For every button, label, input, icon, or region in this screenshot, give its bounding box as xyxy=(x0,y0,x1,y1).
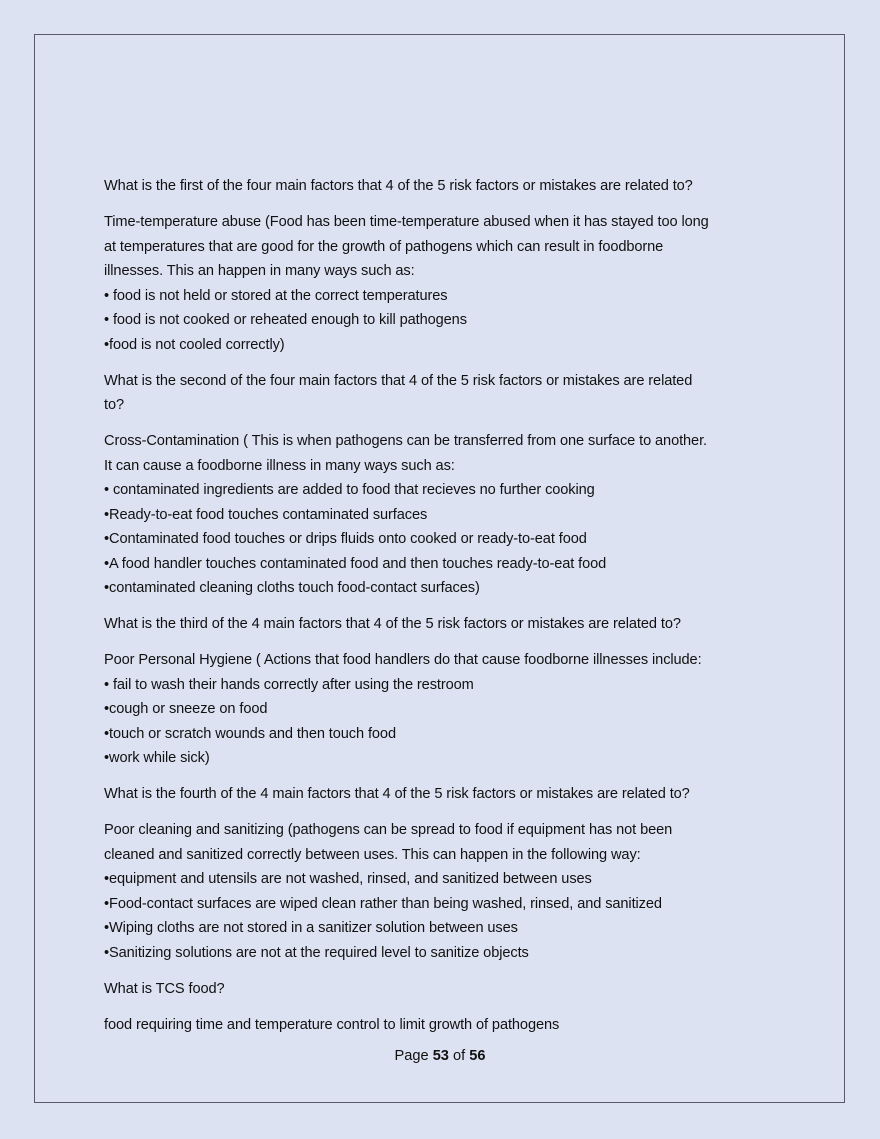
answer-paragraph xyxy=(104,818,804,965)
text-line: cleaned and sanitized correctly between uses. This can happen in the following way: xyxy=(104,846,641,863)
text-line: What is the first of the four main factors that 4 of the 5 risk factors or mistakes are related to? xyxy=(104,178,693,194)
text-line: •Ready-to-eat food touches contaminated surfaces xyxy=(104,506,428,523)
text-line: at temperatures that are good for the growth of pathogens which can result in foodborne xyxy=(104,238,664,255)
text-line: What is TCS food? xyxy=(104,980,225,997)
question-paragraph xyxy=(104,369,804,418)
text-line: •cough or sneeze on food xyxy=(104,701,268,717)
answer-paragraph xyxy=(104,648,804,771)
page-number xyxy=(0,1045,880,1067)
text-line: •A food handler touches contaminated food and then touches ready-to-eat food xyxy=(104,555,607,572)
answer-paragraph xyxy=(104,1013,804,1038)
text-line: •work while sick) xyxy=(104,750,210,766)
text-line: What is the second of the four main factors that 4 of the 5 risk factors or mistakes are related xyxy=(104,372,693,389)
question-paragraph xyxy=(104,977,804,1002)
text-line: •Wiping cloths are not stored in a sanitizer solution between uses xyxy=(104,920,518,936)
text-line: • contaminated ingredients are added to food that recieves no further cooking xyxy=(104,482,595,498)
text-line: •equipment and utensils are not washed, rinsed, and sanitized between uses xyxy=(104,871,592,887)
text-line: Poor cleaning and sanitizing (pathogens can be spread to food if equipment has not been xyxy=(104,822,673,838)
question-paragraph xyxy=(104,782,804,807)
total-pages: 56 xyxy=(469,1048,486,1064)
page-of: of xyxy=(452,1048,466,1064)
text-line: Time-temperature abuse (Food has been time-temperature abused when it has stayed too long xyxy=(104,214,709,230)
page-label: Page xyxy=(394,1048,429,1064)
text-line: What is the fourth of the 4 main factors that 4 of the 5 risk factors or mistakes are related to? xyxy=(104,786,690,802)
text-line: •food is not cooled correctly) xyxy=(104,336,285,353)
text-line: to? xyxy=(104,397,124,413)
text-line: It can cause a foodborne illness in many ways such as: xyxy=(104,457,455,474)
text-line: • fail to wash their hands correctly after using the restroom xyxy=(104,676,474,693)
text-line: illnesses. This an happen in many ways such as: xyxy=(104,263,415,279)
document-body xyxy=(104,174,804,1049)
text-line: What is the third of the 4 main factors that 4 of the 5 risk factors or mistakes are related to? xyxy=(104,616,681,632)
current-page: 53 xyxy=(432,1048,449,1064)
text-line: •Food-contact surfaces are wiped clean rather than being washed, rinsed, and sanitized xyxy=(104,895,662,912)
question-paragraph xyxy=(104,174,804,199)
text-line: •Contaminated food touches or drips fluids onto cooked or ready-to-eat food xyxy=(104,531,587,547)
answer-paragraph xyxy=(104,210,804,357)
text-line: • food is not cooked or reheated enough to kill pathogens xyxy=(104,312,467,328)
text-line: Cross-Contamination ( This is when pathogens can be transferred from one surface to another. xyxy=(104,433,707,449)
text-line: food requiring time and temperature control to limit growth of pathogens xyxy=(104,1016,560,1033)
text-line: • food is not held or stored at the correct temperatures xyxy=(104,287,448,304)
question-paragraph xyxy=(104,612,804,637)
text-line: •contaminated cleaning cloths touch food-contact surfaces) xyxy=(104,580,480,596)
answer-paragraph xyxy=(104,429,804,601)
text-line: Poor Personal Hygiene ( Actions that food handlers do that cause foodborne illnesses include: xyxy=(104,652,702,668)
text-line: •Sanitizing solutions are not at the required level to sanitize objects xyxy=(104,944,529,961)
text-line: •touch or scratch wounds and then touch food xyxy=(104,725,396,742)
